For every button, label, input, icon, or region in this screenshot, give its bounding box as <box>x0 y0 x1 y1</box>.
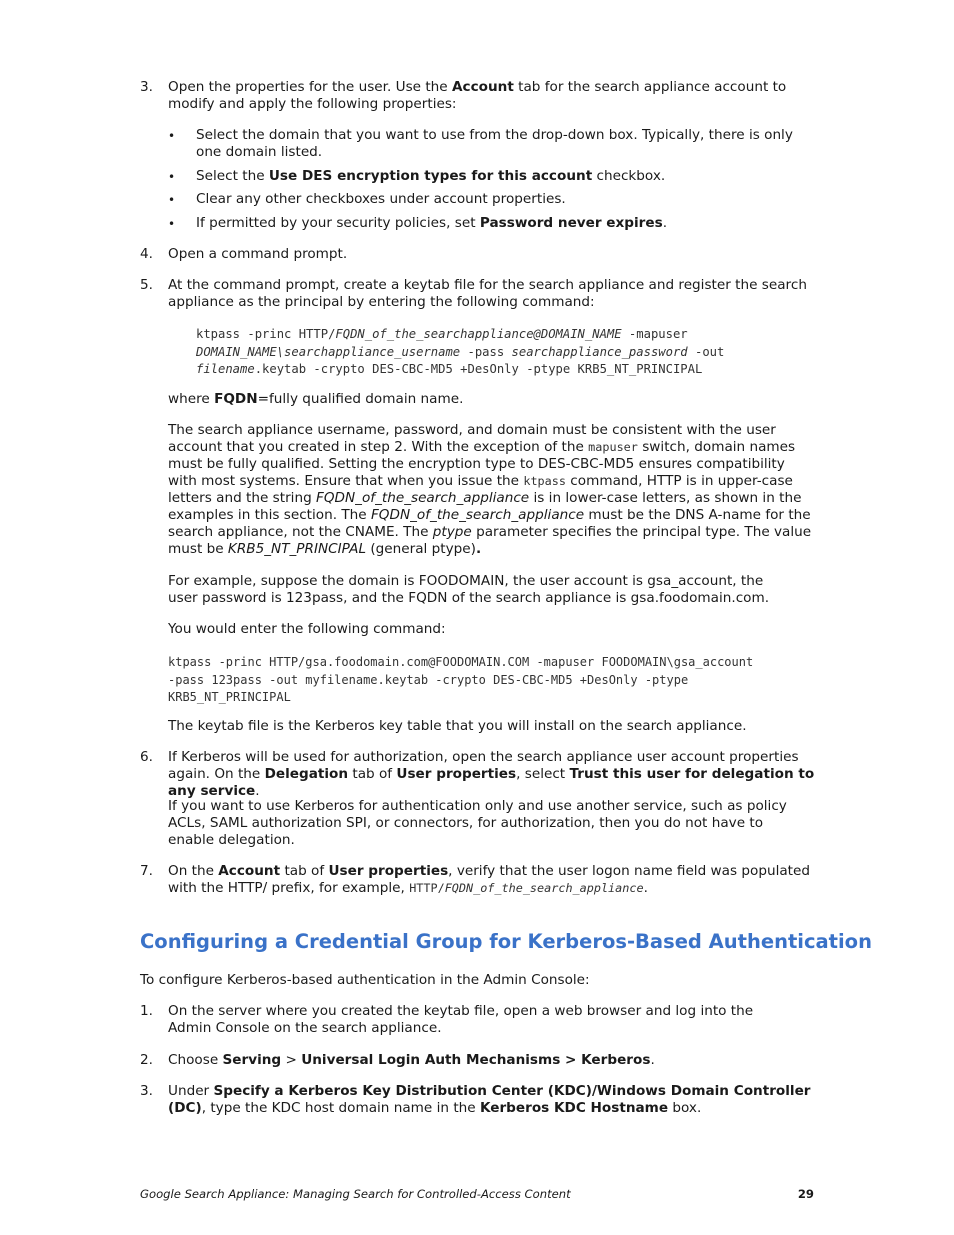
bullet-icon: • <box>168 217 176 231</box>
section-intro: To configure Kerberos-based authentication in the Admin Console: <box>140 972 590 988</box>
step-3-text: Open the properties for the user. Use the Account tab for the search appliance account to modify and apply the following properties: <box>168 79 787 112</box>
step-number: 5. <box>140 277 153 293</box>
bullet-item: Clear any other checkboxes under account properties. <box>196 191 566 207</box>
config-step-3-text: Under Specify a Kerberos Key Distribution Center (KDC)/Windows Domain Controller (DC), type the KDC host domain name in the Kerberos KDC Hostname box. <box>168 1083 811 1116</box>
config-step-2-text: Choose Serving > Universal Login Auth Mechanisms > Kerberos. <box>168 1052 655 1068</box>
step-number: 7. <box>140 863 153 879</box>
step-6-text: If Kerberos will be used for authorization, open the search appliance user account properties again. On the Delegation tab of User properties, select Trust this user for delegation to any service. <box>168 749 815 799</box>
step-4-text: Open a command prompt. <box>168 246 348 262</box>
bullet-icon: • <box>168 170 176 184</box>
step-number: 2. <box>140 1052 153 1068</box>
example-paragraph: For example, suppose the domain is FOODOMAIN, the user account is gsa_account, the user password is 123pass, and the FQDN of the search appliance is gsa.foodomain.com. <box>168 573 770 606</box>
step-7-text: On the Account tab of User properties, verify that the user logon name field was populated with the HTTP/ prefix, for example, HTTP/FQDN_of_the_search_appliance. <box>168 863 810 896</box>
keytab-paragraph: The keytab file is the Kerberos key table that you will install on the search appliance. <box>168 718 747 734</box>
delegation-paragraph: If you want to use Kerberos for authentication only and use another service, such as policy ACLs, SAML authorization SPI, or connectors, for authorization, then you do not have to enable delegation. <box>168 798 787 848</box>
bullet-item: If permitted by your security policies, set Password never expires. <box>196 215 668 231</box>
bullet-icon: • <box>168 193 176 207</box>
bullet-icon: • <box>168 129 176 143</box>
step-5-text: At the command prompt, create a keytab file for the search appliance and register the search appliance as the principal by entering the following command: <box>168 277 807 310</box>
config-step-1-text: On the server where you created the keytab file, open a web browser and log into the Admin Console on the search appliance. <box>168 1003 754 1036</box>
command-line: KRB5_NT_PRINCIPAL <box>168 690 291 704</box>
step-number: 1. <box>140 1003 153 1019</box>
explanation-paragraph: The search appliance username, password, and domain must be consistent with the user account that you created in step 2. With the exception of the mapuser switch, domain names must be fully qualified. Setting the encryption type to DES-CBC-MD5 ensures compatibility with most systems. Ensure that when you issue the ktpass command, HTTP is in upper-case letters and the string FQDN_of_the_search_appliance is in lower-case letters, as shown in the examples in this section. The FQDN_of_the_search_appliance must be the DNS A-name for the search appliance, not the CNAME. The ptype parameter specifies the principal type. The value must be KRB5_NT_PRINCIPAL (general ptype). <box>168 422 812 557</box>
command-line: -pass 123pass -out myfilename.keytab -crypto DES-CBC-MD5 +DesOnly -ptype <box>168 672 689 687</box>
enter-command-text: You would enter the following command: <box>168 621 446 637</box>
step-number: 3. <box>140 79 153 95</box>
bullet-item: Select the domain that you want to use from the drop-down box. Typically, there is only one domain listed. <box>196 127 793 160</box>
step-number: 3. <box>140 1083 153 1099</box>
section-heading: Configuring a Credential Group for Kerberos-Based Authentication <box>140 930 872 953</box>
footer-title: Google Search Appliance: Managing Search for Controlled-Access Content <box>140 1186 571 1201</box>
where-text: where FQDN=fully qualified domain name. <box>168 391 464 407</box>
page-number: 29 <box>797 1186 814 1201</box>
step-number: 4. <box>140 246 153 262</box>
command-line: ktpass -princ HTTP/FQDN_of_the_searchappliance@DOMAIN_NAME -mapuser <box>196 327 688 341</box>
bullet-item: Select the Use DES encryption types for this account checkbox. <box>196 168 666 184</box>
example-command-block <box>168 654 818 707</box>
command-block <box>196 326 816 379</box>
command-line: filename.keytab -crypto DES-CBC-MD5 +DesOnly -ptype KRB5_NT_PRINCIPAL <box>196 362 703 376</box>
command-line: DOMAIN_NAME\searchappliance_username -pass searchappliance_password -out <box>196 344 725 359</box>
command-line: ktpass -princ HTTP/gsa.foodomain.com@FOODOMAIN.COM -mapuser FOODOMAIN\gsa_account <box>168 655 754 669</box>
step-number: 6. <box>140 749 153 765</box>
